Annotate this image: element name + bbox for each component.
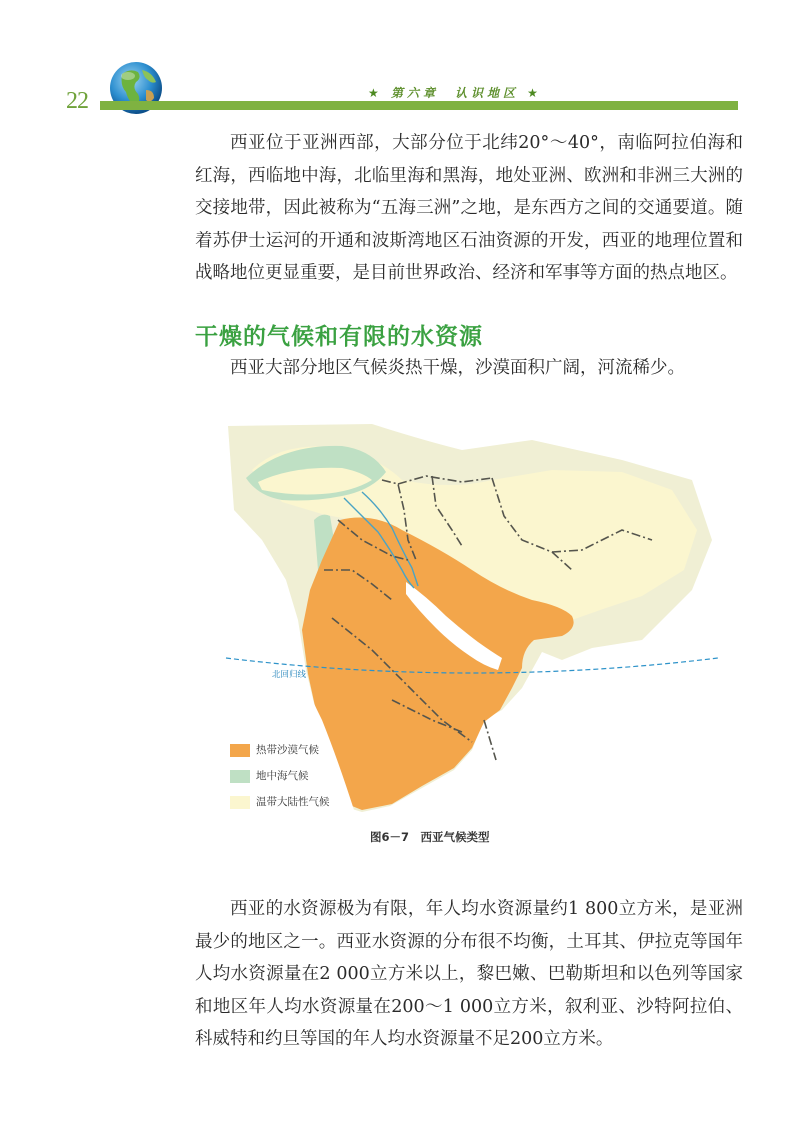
legend-item-mediterranean xyxy=(230,770,370,784)
page-number: 22 xyxy=(66,88,88,114)
legend-swatch xyxy=(230,744,250,757)
legend-label: 热带沙漠气候 xyxy=(256,744,319,756)
page-header xyxy=(0,0,800,120)
header-rule xyxy=(100,101,738,110)
star-icon: ★ xyxy=(368,86,383,100)
section-title: 干燥的气候和有限的水资源 xyxy=(195,324,483,350)
chapter-title xyxy=(368,84,542,101)
star-icon: ★ xyxy=(527,86,542,100)
chapter-label: 第六章 认识地区 xyxy=(390,86,519,100)
tropic-of-cancer-label: 北回归线 xyxy=(272,670,307,680)
legend-item-temperate xyxy=(230,796,370,810)
water-paragraph: 西亚的水资源极为有限，年人均水资源量约1 800立方米，是亚洲最少的地区之一。西亚水资源的分布很不均衡，土耳其、伊拉克等国年人均水资源量在2 000立方米以上，黎巴嫩、巴勒斯坦和以色列等国家和地区年人均水资源量在200～1 000立方米，叙利亚、沙特阿拉伯、科威特和约旦等国的年人均水资源量不足200立方米。 xyxy=(195,899,743,1049)
climate-paragraph: 西亚大部分地区气候炎热干燥，沙漠面积广阔，河流稀少。 xyxy=(230,358,685,378)
legend-item-desert xyxy=(230,744,370,758)
figure-caption: 图6－7 西亚气候类型 xyxy=(370,830,490,844)
legend-swatch xyxy=(230,796,250,809)
legend-swatch xyxy=(230,770,250,783)
intro-paragraph: 西亚位于亚洲西部，大部分位于北纬20°～40°，南临阿拉伯海和红海，西临地中海，北临里海和黑海，地处亚洲、欧洲和非洲三大洲的交接地带，因此被称为“五海三洲”之地，是东西方之间的交通要道。随着苏伊士运河的开通和波斯湾地区石油资源的开发，西亚的地理位置和战略地位更显重要，是目前世界政治、经济和军事等方面的热点地区。 xyxy=(195,133,743,283)
legend-label: 温带大陆性气候 xyxy=(256,796,330,808)
legend-label: 地中海气候 xyxy=(256,770,309,782)
